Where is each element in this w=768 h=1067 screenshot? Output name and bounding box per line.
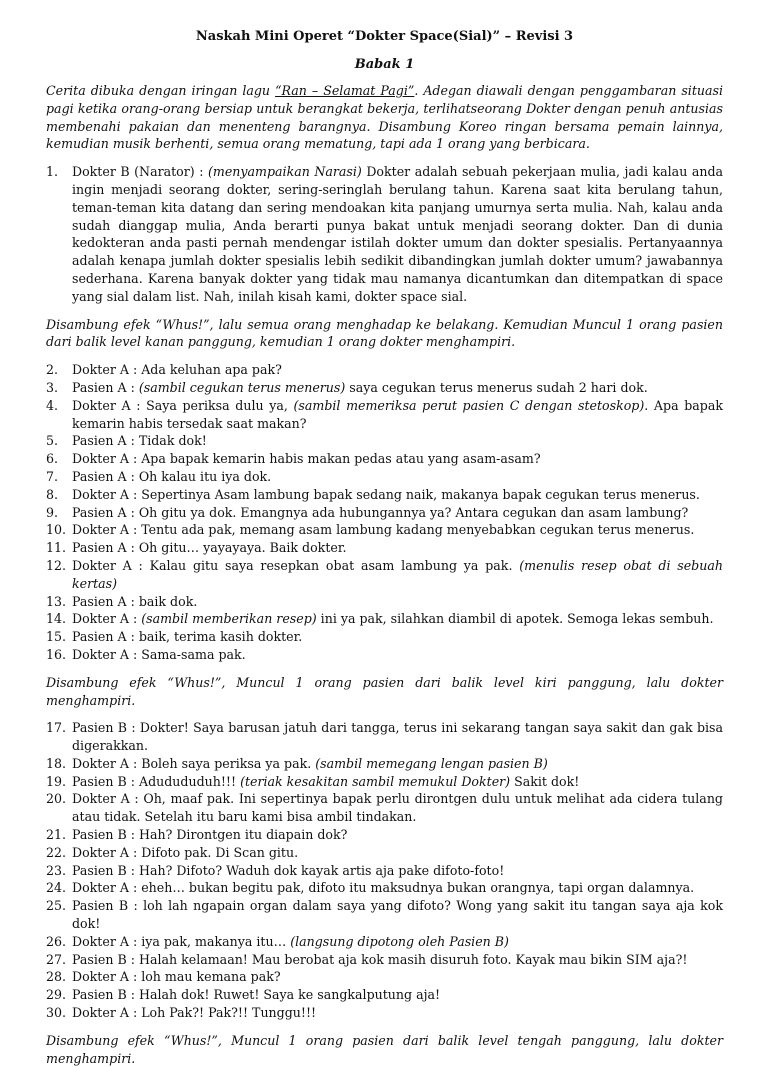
line-text-continued: ini ya pak, silahkan diambil di apotek. Semoga lekas sembuh. [316,611,714,627]
dialog-line [46,790,723,826]
line-number: 27. [46,951,67,967]
dialog-line [46,539,723,557]
dialog-line [46,628,723,646]
stage-direction: (menulis resep obat di sebuah kertas) [72,557,723,591]
narration-list [46,163,723,305]
line-text: Pasien A : Tidak dok! [72,433,207,449]
dialog-line [46,951,723,969]
dialog-line [46,755,723,773]
line-number: 4. [46,397,59,413]
dialog-list-patient-a [46,361,723,664]
stage-direction: (sambil cegukan terus menerus) [138,379,346,395]
stage-direction: (sambil memegang lengan pasien B) [315,755,548,771]
line-number: 26. [46,933,67,949]
document-title: Naskah Mini Operet “Dokter Space(Sial)” – Revisi 3 [195,29,574,44]
line-number: 29. [46,987,67,1003]
line-text: Dokter A : Kalau gitu saya resepkan obat asam lambung ya pak. [72,557,520,573]
line-text: Dokter A : Boleh saya periksa ya pak. [72,755,316,771]
intro-text-start: Cerita dibuka dengan iringan lagu [46,83,276,98]
dialog-line [46,379,723,397]
line-number: 2. [46,362,59,378]
line-number: 20. [46,791,67,807]
dialog-line [46,862,723,880]
dialog-line [46,773,723,791]
stage-direction: (sambil memberikan resep) [141,611,317,627]
line-number: 24. [46,880,67,896]
line-speaker: Dokter B (Narator) : [72,164,208,180]
line-text: Dokter A : loh mau kemana pak? [72,969,281,985]
line-number: 3. [46,379,59,395]
dialog-line [46,397,723,433]
dialog-line [46,486,723,504]
line-text: Pasien A : baik, terima kasih dokter. [72,629,303,645]
line-text: Dokter A : Loh Pak?! Pak?!! Tunggu!!! [72,1005,317,1021]
line-number: 19. [46,773,67,789]
line-number: 22. [46,844,67,860]
line-text: Pasien B : Halah kelamaan! Mau berobat aja kok masih disuruh foto. Kayak mau bikin SIM aja?! [72,951,688,967]
line-text: Dokter A : Oh, maaf pak. Ini sepertinya bapak perlu dirontgen dulu untuk melihat ada cidera tulang atau tidak. Setelah itu baru kami bisa ambil tindakan. [72,791,723,825]
dialog-line [46,879,723,897]
line-number: 15. [46,629,67,645]
dialog-line [46,610,723,628]
dialog-list-patient-b [46,719,723,1022]
dialog-line [46,897,723,933]
dialog-line [46,432,723,450]
transition-paragraph-1: Disambung efek “Whus!”, lalu semua orang menghadap ke belakang. Kemudian Muncul 1 orang pasien dari balik level kanan panggung, kemudian 1 orang dokter menghampiri. [46,316,723,350]
line-number: 5. [46,433,59,449]
line-number: 21. [46,827,67,843]
line-number: 11. [46,540,67,556]
stage-direction: (sambil memeriksa perut pasien C dengan stetoskop) [293,397,645,413]
dialog-line [46,504,723,522]
stage-direction: (langsung dipotong oleh Pasien B) [290,933,509,949]
dialog-line [46,361,723,379]
line-text: Pasien A : baik dok. [72,593,198,609]
line-text-continued: Sakit dok! [510,773,580,789]
dialog-line [46,719,723,755]
line-number: 10. [46,522,67,538]
line-text: Pasien B : Halah dok! Ruwet! Saya ke sangkalputung aja! [72,987,441,1003]
line-text: Dokter A : [72,611,142,627]
line-number: 14. [46,611,67,627]
dialog-line [46,1004,723,1022]
line-text: Dokter A : eheh… bukan begitu pak, difoto itu maksudnya bukan orangnya, tapi organ dalamnya. [72,880,695,896]
line-number: 9. [46,504,59,520]
line-text: Dokter A : iya pak, makanya itu… [72,933,291,949]
line-text: Dokter A : Difoto pak. Di Scan gitu. [72,844,299,860]
line-text: Pasien A : [72,379,139,395]
dialog-line [46,933,723,951]
line-text: Pasien B : Hah? Dirontgen itu diapain dok? [72,827,348,843]
stage-direction: (menyampaikan Narasi) [207,164,362,180]
line-text: Pasien B : Dokter! Saya barusan jatuh dari tangga, terus ini sekarang tangan saya sakit dan gak bisa digerakkan. [72,720,723,754]
dialog-line [46,593,723,611]
transition-paragraph-3: Disambung efek “Whus!”, Muncul 1 orang pasien dari balik level tengah panggung, lalu dokter menghampiri. [46,1032,723,1066]
line-number: 6. [46,451,59,467]
line-number: 17. [46,720,67,736]
dialog-line [46,968,723,986]
line-number: 25. [46,898,67,914]
dialog-line [46,844,723,862]
line-text: Dokter A : Ada keluhan apa pak? [72,362,282,378]
dialog-line [46,826,723,844]
dialog-line [46,163,723,305]
line-number: 28. [46,969,67,985]
line-text: Dokter A : Sepertinya Asam lambung bapak sedang naik, makanya bapak cegukan terus menerus. [72,486,700,502]
act-heading: Babak 1 [354,57,415,72]
intro-paragraph [46,82,723,153]
dialog-line [46,450,723,468]
line-text: Pasien B : Hah? Difoto? Waduh dok kayak artis aja pake difoto-foto! [72,862,505,878]
line-number: 23. [46,862,67,878]
line-text: Pasien A : Oh kalau itu iya dok. [72,468,272,484]
intro-song-title: “Ran – Selamat Pagi” [275,83,415,98]
line-number: 7. [46,468,59,484]
line-number: 13. [46,593,67,609]
line-number: 1. [46,164,59,180]
line-text-continued: saya cegukan terus menerus sudah 2 hari dok. [345,379,648,395]
line-text: Pasien B : Adudududuh!!! [72,773,241,789]
line-text: Dokter A : Saya periksa dulu ya, [72,397,294,413]
line-number: 30. [46,1005,67,1021]
line-number: 8. [46,486,59,502]
dialog-line [46,646,723,664]
dialog-line [46,986,723,1004]
line-text: Dokter adalah sebuah pekerjaan mulia, jadi kalau anda ingin menjadi seorang dokter, sering-seringlah berulang tahun. Karena saat kita berulang tahun, teman-teman kita datang dan sering mendoakan kita panjang umurnya serta mulia. Nah, kalau anda sudah dianggap mulia, Anda berarti punya bakat untuk menjadi seorang dokter. Dan di dunia kedokteran anda pasti pernah mendengar istilah dokter umum dan dokter spesialis. Pertanyaannya adalah kenapa jumlah dokter spesialis lebih sedikit dibandingkan jumlah dokter umum? jawabannya sederhana. Karena banyak dokter yang tidak mau namanya dicantumkan dan ditempatkan di space yang sial dalam list. Nah, inilah kisah kami, dokter space sial. [72,164,724,304]
transition-paragraph-2: Disambung efek “Whus!”, Muncul 1 orang pasien dari balik level kiri panggung, lalu dokter menghampiri. [46,674,723,708]
line-text: Dokter A : Apa bapak kemarin habis makan pedas atau yang asam-asam? [72,451,541,467]
line-text: Dokter A : Sama-sama pak. [72,646,246,662]
intro-text-end: . Adegan diawali dengan penggambaran situasi pagi ketika orang-orang bersiap untuk berangkat bekerja, terlihatseorang Dokter dengan penuh antusias membenahi pakaian dan menenteng barangnya. Disambung Koreo ringan bersama pemain lainnya, kemudian musik berhenti, semua orang mematung, tapi ada 1 orang yang berbicara. [46,83,723,152]
line-text: Pasien B : loh lah ngapain organ dalam saya yang difoto? Wong yang sakit itu tangan saya aja kok dok! [72,898,723,932]
stage-direction: (teriak kesakitan sambil memukul Dokter) [240,773,511,789]
line-text: Pasien A : Oh gitu… yayayaya. Baik dokter. [72,540,347,556]
line-text: Dokter A : Tentu ada pak, memang asam lambung kadang menyebabkan cegukan terus menerus. [72,522,695,538]
line-text: Pasien A : Oh gitu ya dok. Emangnya ada hubungannya ya? Antara cegukan dan asam lambung? [72,504,689,520]
dialog-line [46,468,723,486]
dialog-line [46,521,723,539]
line-number: 16. [46,646,67,662]
line-text-continued: . Apa bapak kemarin habis tersedak saat makan? [72,397,723,431]
line-number: 18. [46,755,67,771]
dialog-line [46,557,723,593]
line-number: 12. [46,557,67,573]
